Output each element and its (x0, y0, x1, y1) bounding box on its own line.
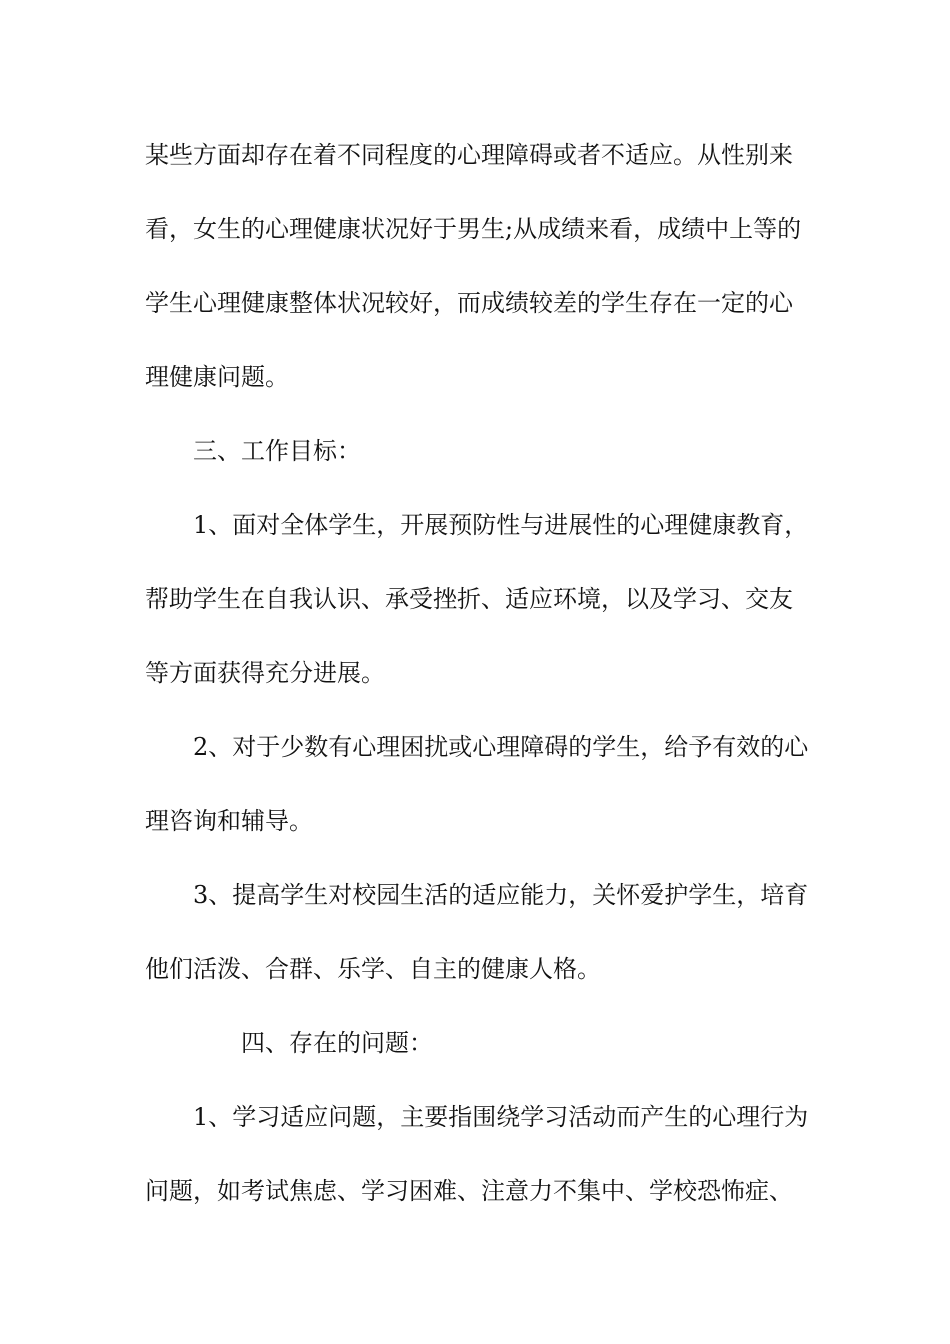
section-heading: 四、存在的问题： (241, 1029, 433, 1057)
section-heading: 三、工作目标： (193, 437, 361, 465)
text-line: 1、学习适应问题，主要指围绕学习活动而产生的心理行为 (193, 1103, 809, 1131)
text-line: 1、面对全体学生，开展预防性与进展性的心理健康教育， (193, 511, 809, 539)
text-line: 3、提高学生对校园生活的适应能力，关怀爱护学生，培育 (193, 881, 809, 909)
text-line: 他们活泼、合群、乐学、自主的健康人格。 (145, 955, 601, 983)
text-line: 看，女生的心理健康状况好于男生;从成绩来看，成绩中上等的 (145, 215, 802, 243)
text-line: 理咨询和辅导。 (145, 807, 313, 835)
text-line: 学生心理健康整体状况较好，而成绩较差的学生存在一定的心 (145, 289, 793, 317)
text-line: 2、对于少数有心理困扰或心理障碍的学生，给予有效的心 (193, 733, 809, 761)
text-line: 问题，如考试焦虑、学习困难、注意力不集中、学校恐怖症、 (145, 1177, 793, 1205)
text-line: 某些方面却存在着不同程度的心理障碍或者不适应。从性别来 (145, 141, 793, 169)
text-line: 帮助学生在自我认识、承受挫折、适应环境，以及学习、交友 (145, 585, 793, 613)
text-line: 等方面获得充分进展。 (145, 659, 385, 687)
text-line: 理健康问题。 (145, 363, 289, 391)
